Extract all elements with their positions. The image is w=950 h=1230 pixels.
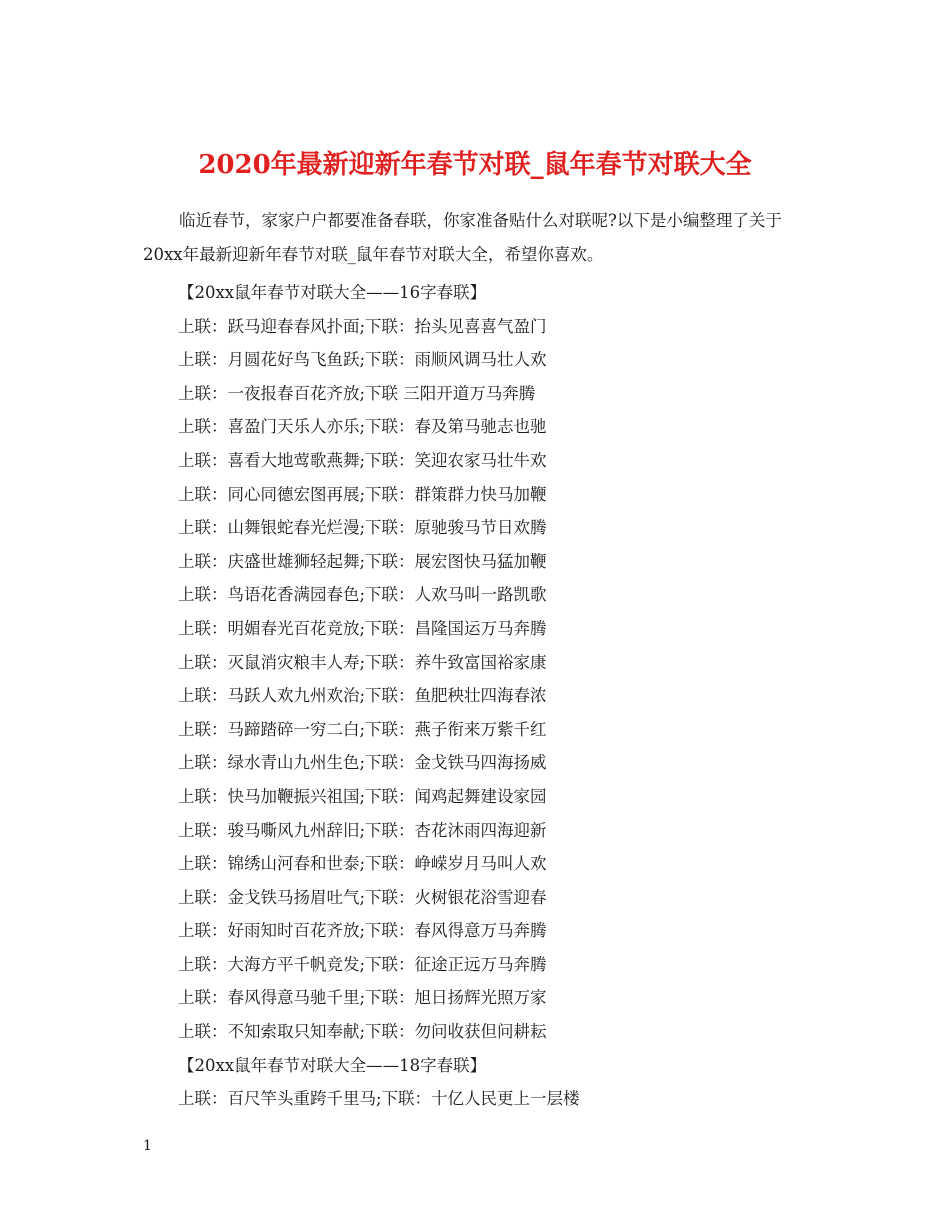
couplet-line: 上联：庆盛世雄狮轻起舞;下联：展宏图快马猛加鞭 bbox=[178, 551, 547, 571]
couplet-line: 上联：春风得意马驰千里;下联：旭日扬辉光照万家 bbox=[178, 988, 547, 1008]
couplet-list bbox=[178, 276, 580, 1116]
intro-paragraph: 临近春节，家家户户都要准备春联，你家准备贴什么对联呢?以下是小编整理了关于20xx年最新迎新年春节对联_鼠年春节对联大全，希望你喜欢。 bbox=[143, 211, 782, 264]
couplet-line: 上联：骏马嘶风九州辞旧;下联：杏花沐雨四海迎新 bbox=[178, 820, 547, 840]
couplet-line: 上联：月圆花好鸟飞鱼跃;下联：雨顺风调马壮人欢 bbox=[178, 350, 547, 370]
couplet-line: 上联：大海方平千帆竞发;下联：征途正远万马奔腾 bbox=[178, 954, 547, 974]
couplet-line: 上联：灭鼠消灾粮丰人寿;下联：养牛致富国裕家康 bbox=[178, 652, 547, 672]
couplet-line: 上联：跃马迎春春风扑面;下联：抬头见喜喜气盈门 bbox=[178, 316, 547, 336]
couplet-line: 上联：马跃人欢九州欢治;下联：鱼肥秧壮四海春浓 bbox=[178, 686, 547, 706]
couplet-line: 上联：快马加鞭振兴祖国;下联：闻鸡起舞建设家园 bbox=[178, 786, 547, 806]
couplet-line: 上联：锦绣山河春和世泰;下联：峥嵘岁月马叫人欢 bbox=[178, 854, 547, 874]
section-heading: 【20xx鼠年春节对联大全——16字春联】 bbox=[178, 283, 487, 302]
couplet-line: 上联：百尺竿头重跨千里马;下联：十亿人民更上一层楼 bbox=[178, 1089, 580, 1109]
couplet-line: 上联：喜看大地莺歌燕舞;下联：笑迎农家马壮牛欢 bbox=[178, 450, 547, 470]
couplet-line: 上联：不知索取只知奉献;下联：勿问收获但问耕耘 bbox=[178, 1022, 547, 1042]
couplet-line: 上联：喜盈门天乐人亦乐;下联：春及第马驰志也驰 bbox=[178, 417, 547, 437]
couplet-line: 上联：山舞银蛇春光烂漫;下联：原驰骏马节日欢腾 bbox=[178, 518, 547, 538]
couplet-line: 上联：明媚春光百花竞放;下联：昌隆国运万马奔腾 bbox=[178, 618, 547, 638]
couplet-line: 上联：好雨知时百花齐放;下联：春风得意万马奔腾 bbox=[178, 921, 547, 941]
couplet-line: 上联：一夜报春百花齐放;下联 三阳开道万马奔腾 bbox=[178, 383, 536, 403]
document-title: 2020年最新迎新年春节对联_鼠年春节对联大全 bbox=[198, 150, 752, 181]
couplet-line: 上联：马蹄踏碎一穷二白;下联：燕子衔来万紫千红 bbox=[178, 719, 547, 739]
page-number: 1 bbox=[143, 1138, 152, 1154]
couplet-line: 上联：金戈铁马扬眉吐气;下联：火树银花浴雪迎春 bbox=[178, 887, 547, 907]
couplet-line: 上联：绿水青山九州生色;下联：金戈铁马四海扬威 bbox=[178, 753, 547, 773]
couplet-line: 上联：鸟语花香满园春色;下联：人欢马叫一路凯歌 bbox=[178, 585, 547, 605]
section-heading: 【20xx鼠年春节对联大全——18字春联】 bbox=[178, 1055, 487, 1075]
couplet-line: 上联：同心同德宏图再展;下联：群策群力快马加鞭 bbox=[178, 484, 547, 504]
